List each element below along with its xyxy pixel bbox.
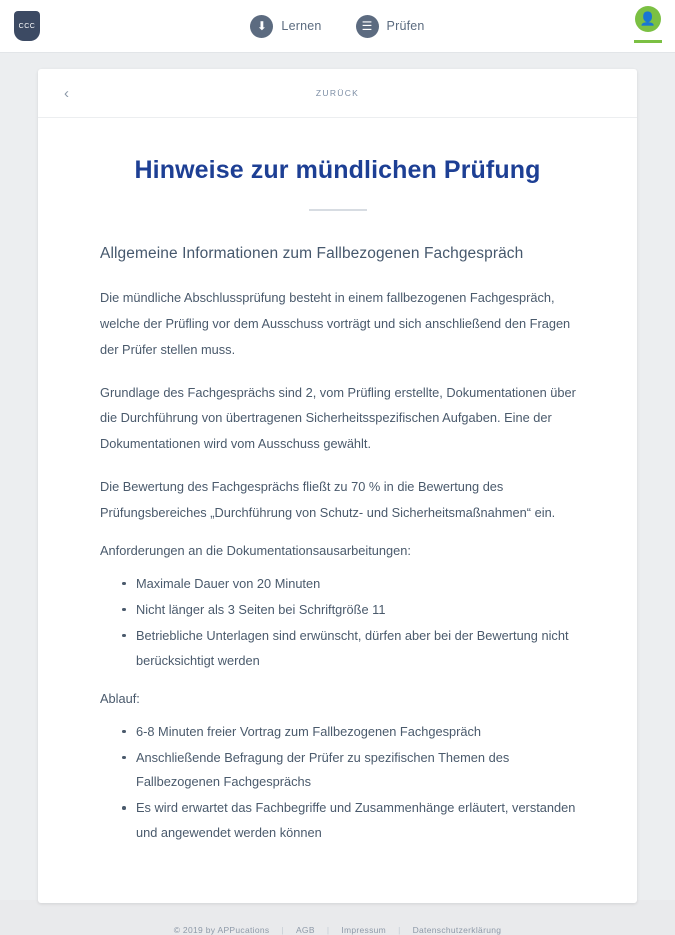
- top-navigation-bar: [0, 0, 675, 53]
- footer-link-datenschutz[interactable]: Datenschutzerklärung: [412, 925, 502, 935]
- footer-link-agb[interactable]: AGB: [295, 925, 315, 935]
- footer-separator: |: [326, 925, 330, 935]
- card-content: [38, 118, 637, 903]
- back-chevron-icon[interactable]: ‹: [64, 84, 69, 102]
- requirements-label: Anforderungen an die Dokumentationsausarbeitungen:: [100, 542, 411, 558]
- paragraph-1: Die mündliche Abschlussprüfung besteht in einem fallbezogenen Fachgespräch, welche der Prüfling vor dem Ausschuss vorträgt und sich anschließend den Fragen der Prüfer stellen muss.: [100, 290, 571, 357]
- nav-item-pruefen-label: Prüfen: [386, 19, 425, 33]
- list-item: Betriebliche Unterlagen sind erwünscht, dürfen aber bei der Bewertung nicht berücksichtigt werden: [122, 624, 581, 674]
- active-indicator: [634, 40, 662, 43]
- list-item: Maximale Dauer von 20 Minuten: [122, 572, 581, 597]
- list-item: 6-8 Minuten freier Vortrag zum Fallbezogenen Fachgespräch: [122, 720, 581, 745]
- logo-text: CCC: [18, 22, 36, 30]
- title-divider: [309, 209, 367, 211]
- nav-item-lernen[interactable]: [250, 15, 321, 38]
- section-subtitle: Allgemeine Informationen zum Fallbezogenen Fachgespräch: [100, 245, 524, 262]
- list-item: Es wird erwartet das Fachbegriffe und Zusammenhänge erläutert, verstanden und angewendet werden können: [122, 796, 581, 846]
- flow-list: [122, 720, 581, 847]
- footer-copyright: © 2019 by APPucations: [173, 925, 270, 935]
- user-icon[interactable]: 👤: [635, 6, 661, 32]
- requirements-list: [122, 572, 581, 674]
- list-item: Anschließende Befragung der Prüfer zu spezifischen Themen des Fallbezogenen Fachgesprächs: [122, 746, 581, 796]
- flow-label: Ablauf:: [100, 690, 140, 706]
- nav-item-lernen-label: Lernen: [281, 19, 322, 33]
- footer-separator: |: [281, 925, 284, 935]
- download-circle-icon: ⬇: [250, 15, 273, 38]
- list-item: Nicht länger als 3 Seiten bei Schriftgröße 11: [122, 598, 581, 623]
- main-nav: [0, 15, 675, 38]
- content-card: [38, 69, 637, 903]
- nav-item-pruefen[interactable]: [356, 15, 425, 38]
- back-button[interactable]: ZURÜCK: [315, 88, 360, 98]
- account-menu[interactable]: [634, 6, 662, 43]
- footer-link-impressum[interactable]: Impressum: [341, 925, 387, 935]
- footer-separator: |: [398, 925, 401, 935]
- footer: [0, 925, 675, 935]
- paragraph-2: Grundlage des Fachgesprächs sind 2, vom Prüfling erstellte, Dokumentationen über die Durchführung von übertragenen Sicherheitsspezifischen Aufgaben. Eine der Dokumentationen wird vom Ausschuss gewählt.: [100, 384, 576, 452]
- page-title: Hinweise zur mündlichen Prüfung: [134, 156, 541, 184]
- paragraph-3: Die Bewertung des Fachgesprächs fließt zu 70 % in die Bewertung des Prüfungsbereiches „Durchführung von Schutz- und Sicherheitsmaßnahmen“ ein.: [100, 479, 556, 520]
- list-circle-icon: ☰: [356, 15, 379, 38]
- card-header: [38, 69, 637, 118]
